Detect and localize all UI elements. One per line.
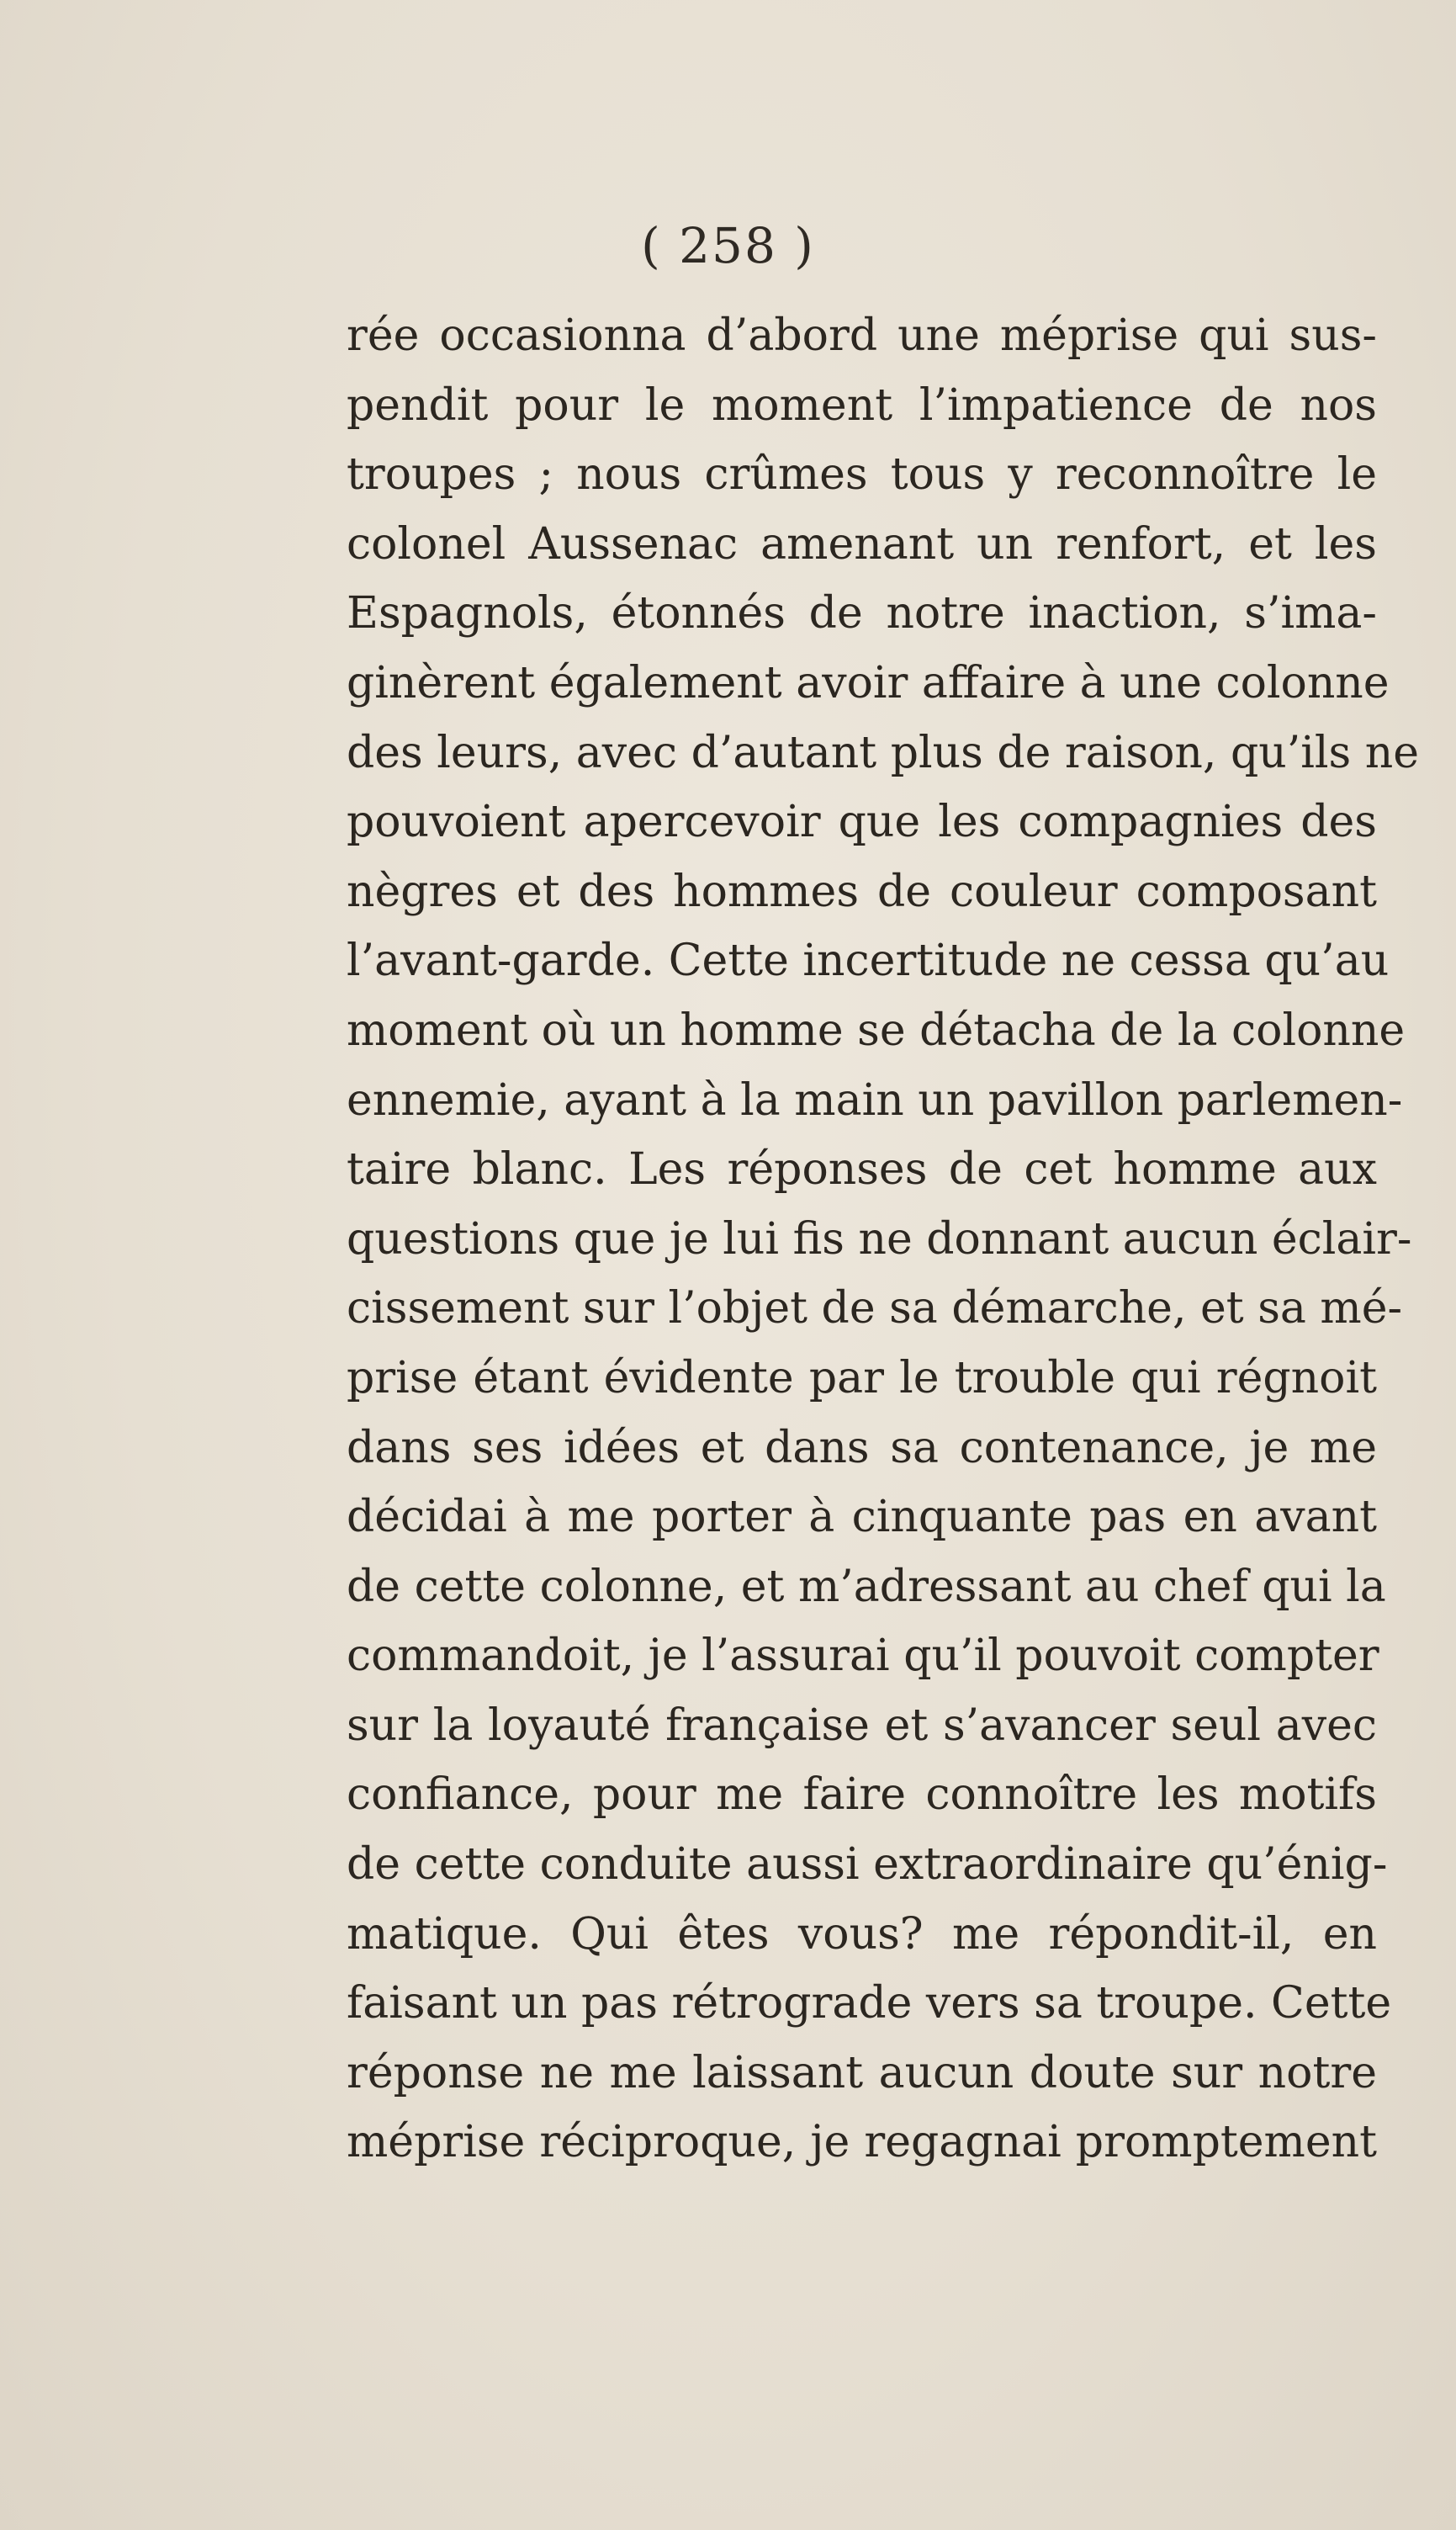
text-line: méprise réciproque, je regagnai promptement xyxy=(347,2117,1377,2168)
page-number: ( 258 ) xyxy=(641,217,815,274)
text-line: cissement sur l’objet de sa démarche, et sa mé- xyxy=(347,1283,1403,1334)
text-line: dans ses idées et dans sa contenance, je me xyxy=(347,1422,1377,1473)
text-line: des leurs, avec d’autant plus de raison, qu’ils ne xyxy=(347,727,1419,778)
text-line: commandoit, je l’assurai qu’il pouvoit compter xyxy=(347,1631,1379,1682)
text-line: moment où un homme se détacha de la colonne xyxy=(347,1005,1406,1056)
text-line: questions que je lui fis ne donnant aucun éclair- xyxy=(347,1213,1412,1265)
text-line: pendit pour le moment l’impatience de nos xyxy=(347,379,1377,431)
text-line: ennemie, ayant à la main un pavillon parlemen- xyxy=(347,1074,1403,1126)
text-line: taire blanc. Les réponses de cet homme aux xyxy=(347,1144,1377,1196)
text-line: rée occasionna d’abord une méprise qui sus- xyxy=(347,310,1377,361)
body-text xyxy=(347,301,1419,2177)
text-line: sur la loyauté française et s’avancer seul avec xyxy=(347,1700,1377,1751)
text-line: Espagnols, étonnés de notre inaction, s’ima- xyxy=(347,588,1377,639)
text-line: réponse ne me laissant aucun doute sur notre xyxy=(347,2047,1377,2098)
text-line: prise étant évidente par le trouble qui régnoit xyxy=(347,1352,1377,1403)
text-line: ginèrent également avoir affaire à une colonne xyxy=(347,657,1390,708)
text-line: l’avant-garde. Cette incertitude ne cessa qu’au xyxy=(347,936,1390,987)
text-line: décidai à me porter à cinquante pas en avant xyxy=(347,1492,1377,1543)
text-line: de cette conduite aussi extraordinaire qu’énig- xyxy=(347,1839,1388,1891)
text-line: troupes ; nous crûmes tous y reconnoître le xyxy=(347,449,1377,501)
text-line: nègres et des hommes de couleur composant xyxy=(347,866,1377,917)
text-line: matique. Qui êtes vous? me répondit-il, en xyxy=(347,1908,1377,1960)
text-line: de cette colonne, et m’adressant au chef qui la xyxy=(347,1561,1386,1612)
text-line: colonel Aussenac amenant un renfort, et les xyxy=(347,518,1377,570)
text-line: faisant un pas rétrograde vers sa troupe. Cette xyxy=(347,1978,1392,2029)
text-line: pouvoient apercevoir que les compagnies des xyxy=(347,797,1377,848)
text-line: confiance, pour me faire connoître les motifs xyxy=(347,1769,1377,1821)
